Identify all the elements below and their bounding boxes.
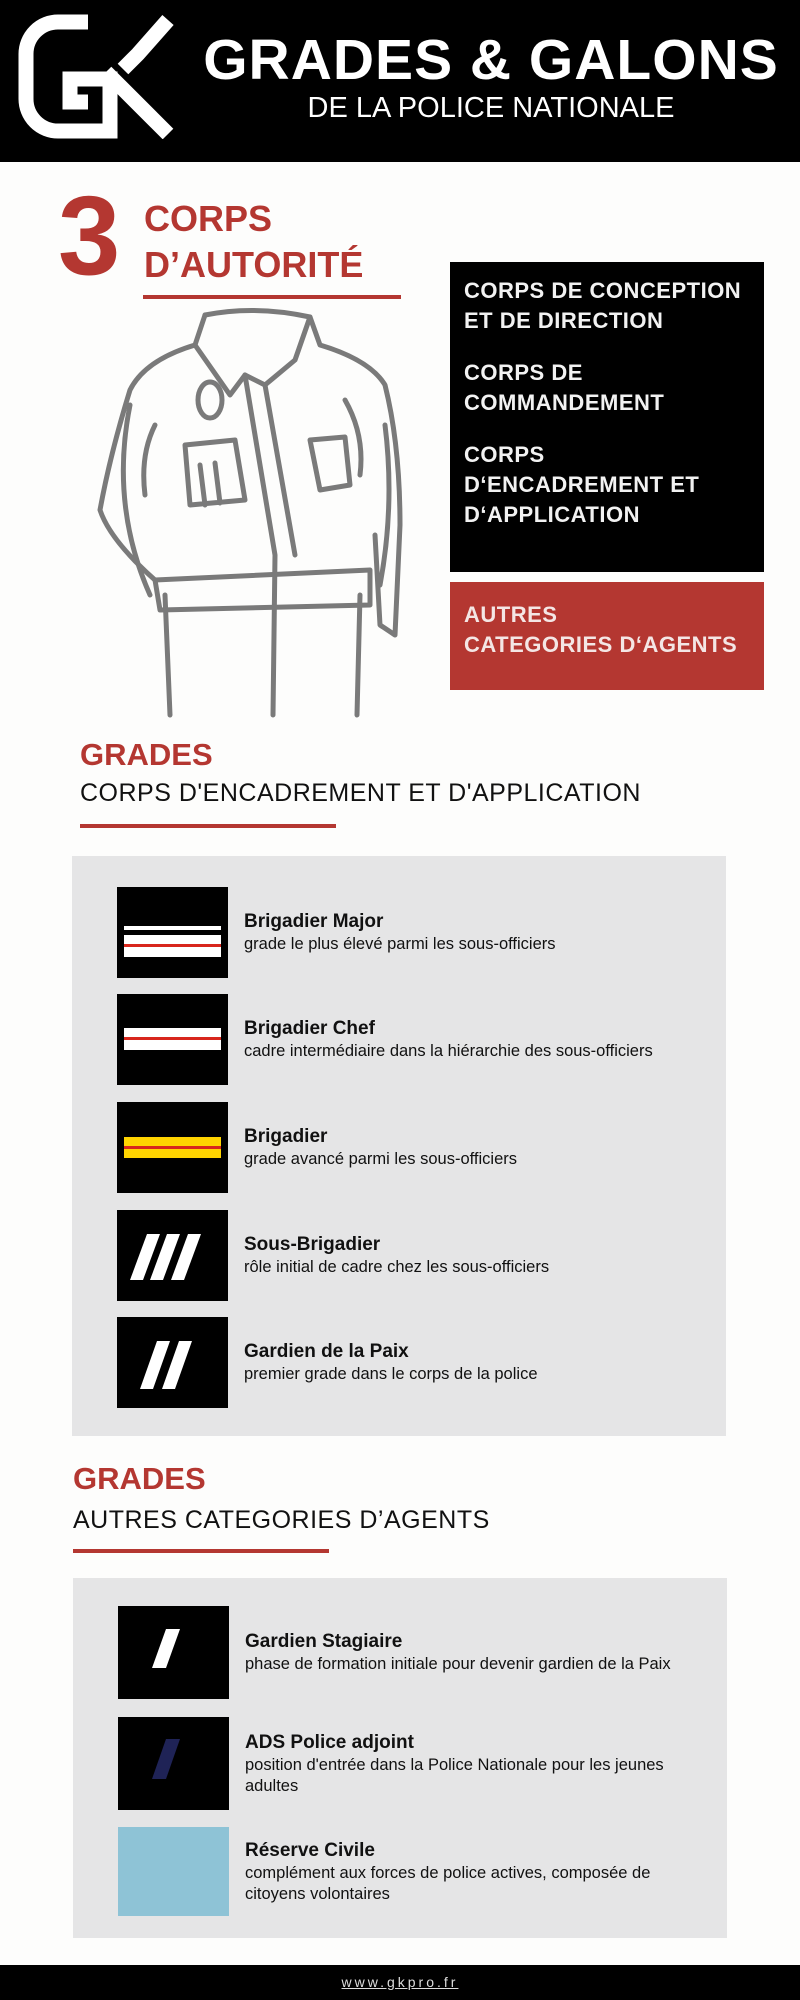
grade-desc: grade le plus élevé parmi les sous-officiers — [244, 935, 556, 953]
gk-logo-icon — [18, 14, 188, 139]
grade-desc: position d'entrée dans la Police Nationale pour les jeunes adultes — [245, 1755, 664, 1795]
grade-item — [118, 1827, 685, 1916]
grade-name: ADS Police adjoint — [245, 1731, 414, 1753]
police-shirt-illustration — [95, 305, 415, 720]
header-banner — [0, 0, 800, 162]
grade-desc: phase de formation initiale pour devenir gardien de la Paix — [245, 1655, 671, 1673]
grade-desc: premier grade dans le corps de la police — [244, 1365, 538, 1383]
divider — [143, 295, 401, 299]
section2-subheading: AUTRES CATEGORIES D’AGENTS — [73, 1506, 490, 1534]
autres-line1: AUTRES — [464, 602, 558, 627]
grade-name: Gardien Stagiaire — [245, 1631, 403, 1652]
page-title: GRADES & GALONS — [203, 28, 779, 92]
autres-categories-box — [450, 582, 764, 690]
grade-name: Brigadier Major — [244, 911, 384, 932]
grade-desc: cadre intermédiaire dans la hiérarchie des sous-officiers — [244, 1042, 653, 1060]
footer — [0, 1965, 800, 2000]
grade-item — [117, 1317, 684, 1408]
website-link[interactable]: www.gkpro.fr — [341, 1974, 459, 1990]
grade-item — [118, 1606, 685, 1699]
section2-divider — [73, 1549, 329, 1553]
corps-item-encadrement: CORPS D‘ENCADREMENT ET D‘APPLICATION — [464, 442, 700, 527]
gardien-stagiaire-chevron-icon — [118, 1606, 229, 1699]
grade-item — [117, 1102, 684, 1193]
page-subtitle: DE LA POLICE NATIONALE — [307, 92, 675, 124]
section2-panel — [73, 1578, 727, 1938]
brigadier-major-badge-icon — [117, 887, 228, 978]
section1-panel — [72, 856, 726, 1436]
grade-name: Brigadier — [244, 1126, 328, 1147]
brigadier-badge-icon — [117, 1102, 228, 1193]
section2-heading: GRADES — [73, 1461, 206, 1496]
grade-name: Gardien de la Paix — [244, 1341, 409, 1362]
grade-desc: rôle initial de cadre chez les sous-officiers — [244, 1258, 550, 1276]
corps-heading — [144, 196, 444, 288]
corps-item-commandement: CORPS DE COMMANDEMENT — [464, 360, 665, 415]
corps-item-conception: CORPS DE CONCEPTION ET DE DIRECTION — [464, 278, 742, 333]
corps-heading-line1: CORPS — [144, 198, 273, 239]
autres-line2: CATEGORIES D‘AGENTS — [464, 632, 738, 657]
corps-count: 3 — [58, 173, 121, 298]
grade-item — [117, 994, 684, 1085]
section1-heading: GRADES — [80, 737, 213, 772]
brigadier-chef-badge-icon — [117, 994, 228, 1085]
corps-heading-line2: D’AUTORITÉ — [144, 244, 364, 285]
grade-desc: grade avancé parmi les sous-officiers — [244, 1150, 517, 1168]
grade-name: Brigadier Chef — [244, 1018, 375, 1039]
corps-list-box — [450, 262, 764, 572]
grade-item — [118, 1717, 685, 1810]
grade-item — [117, 1210, 684, 1301]
section1-divider — [80, 824, 336, 828]
section1-subheading: CORPS D'ENCADREMENT ET D'APPLICATION — [80, 779, 641, 807]
ads-chevron-icon — [118, 1717, 229, 1810]
grade-item — [117, 887, 684, 978]
grade-name: Réserve Civile — [245, 1839, 375, 1861]
sous-brigadier-chevrons-icon — [117, 1210, 228, 1301]
reserve-civile-badge-icon — [118, 1827, 229, 1916]
gardien-paix-chevrons-icon — [117, 1317, 228, 1408]
grade-name: Sous-Brigadier — [244, 1234, 381, 1255]
grade-desc: complément aux forces de police actives, composée de citoyens volontaires — [245, 1863, 651, 1903]
